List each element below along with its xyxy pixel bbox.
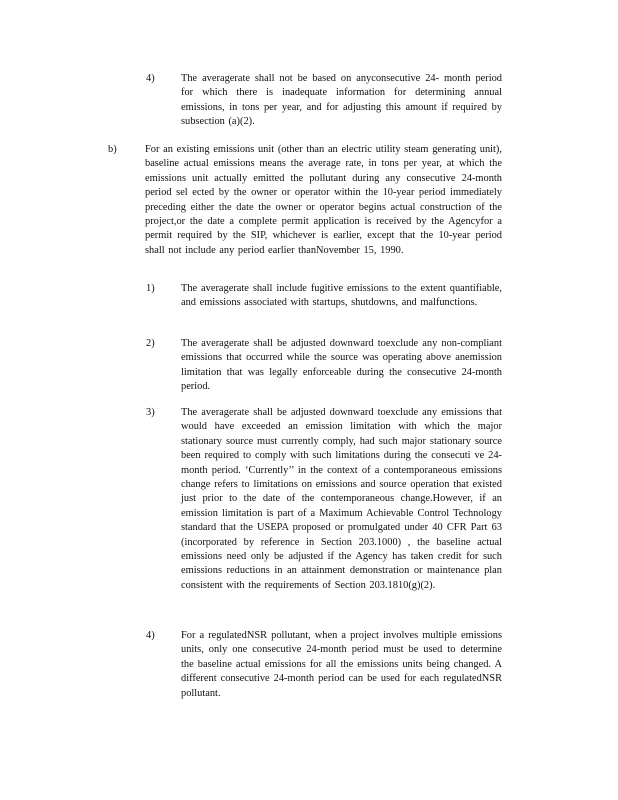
item-marker: 3) (146, 407, 155, 418)
sub-item-b3 (146, 406, 502, 593)
sub-item-a4 (146, 72, 502, 130)
item-marker: 2) (146, 338, 155, 349)
item-marker: 4) (146, 73, 155, 84)
item-text: For an existing emissions unit (other than an electric utility steam generating unit), baseline actual emissions means the average rate, in tons per year, at which the emissions unit actually emitted the pollutant during any consecutive 24-month period sel ected by the owner or operator within the 10-year period immediately preceding either the date the owner or operator begins actual construction of the project,or the date a complete permit application is received by the Agencyfor a permit required by the SIP, whichever is earlier, except that the 10-year period shall not include any period earlier thanNovember 15, 1990. (145, 144, 502, 256)
sub-item-b1 (146, 282, 502, 311)
sub-item-b4 (146, 629, 502, 701)
item-marker: 1) (146, 283, 155, 294)
list-item-b (108, 143, 502, 258)
item-text: The averagerate shall be adjusted downward toexclude any emissions that would have exceeded an emission limitation with which the major stationary source must currently comply, had such major stationary source been required to comply with such limitations during the consecuti ve 24-month period. ‘Currently’’ in the context of a contemporaneous emissions change refers to limitations on emissions and source operation that existed just prior to the date of the contemporaneous change.However, if an emission limitation is part of a Maximum Achievable Control Technology standard that the USEPA proposed or promulgated under 40 CFR Part 63 (incorporated by reference in Section 203.1000) , the baseline actual emissions need only be adjusted if the Agency has taken credit for such emissions reductions in an attainment demonstration or maintenance plan consistent with the requirements of Section 203.1810(g)(2). (181, 407, 502, 591)
item-marker: 4) (146, 630, 155, 641)
item-text: The averagerate shall not be based on anyconsecutive 24- month period for which there is inadequate information for determining annual emissions, in tons per year, and for adjusting this amount if required by subsection (a)(2). (181, 73, 502, 128)
item-text: The averagerate shall be adjusted downward toexclude any non-compliant emissions that occurred while the source was operating above anemission limitation that was legally enforceable during the consecutive 24-month period. (181, 338, 502, 393)
item-marker: b) (108, 144, 117, 155)
item-text: For a regulatedNSR pollutant, when a project involves multiple emissions units, only one consecutive 24-month period must be used to determine the baseline actual emissions for all the emissions units being changed. A different consecutive 24-month period can be used for each regulatedNSR pollutant. (181, 630, 502, 699)
sub-item-b2 (146, 337, 502, 395)
item-text: The averagerate shall include fugitive emissions to the extent quantifiable, and emissions associated with startups, shutdowns, and malfunctions. (181, 283, 502, 309)
